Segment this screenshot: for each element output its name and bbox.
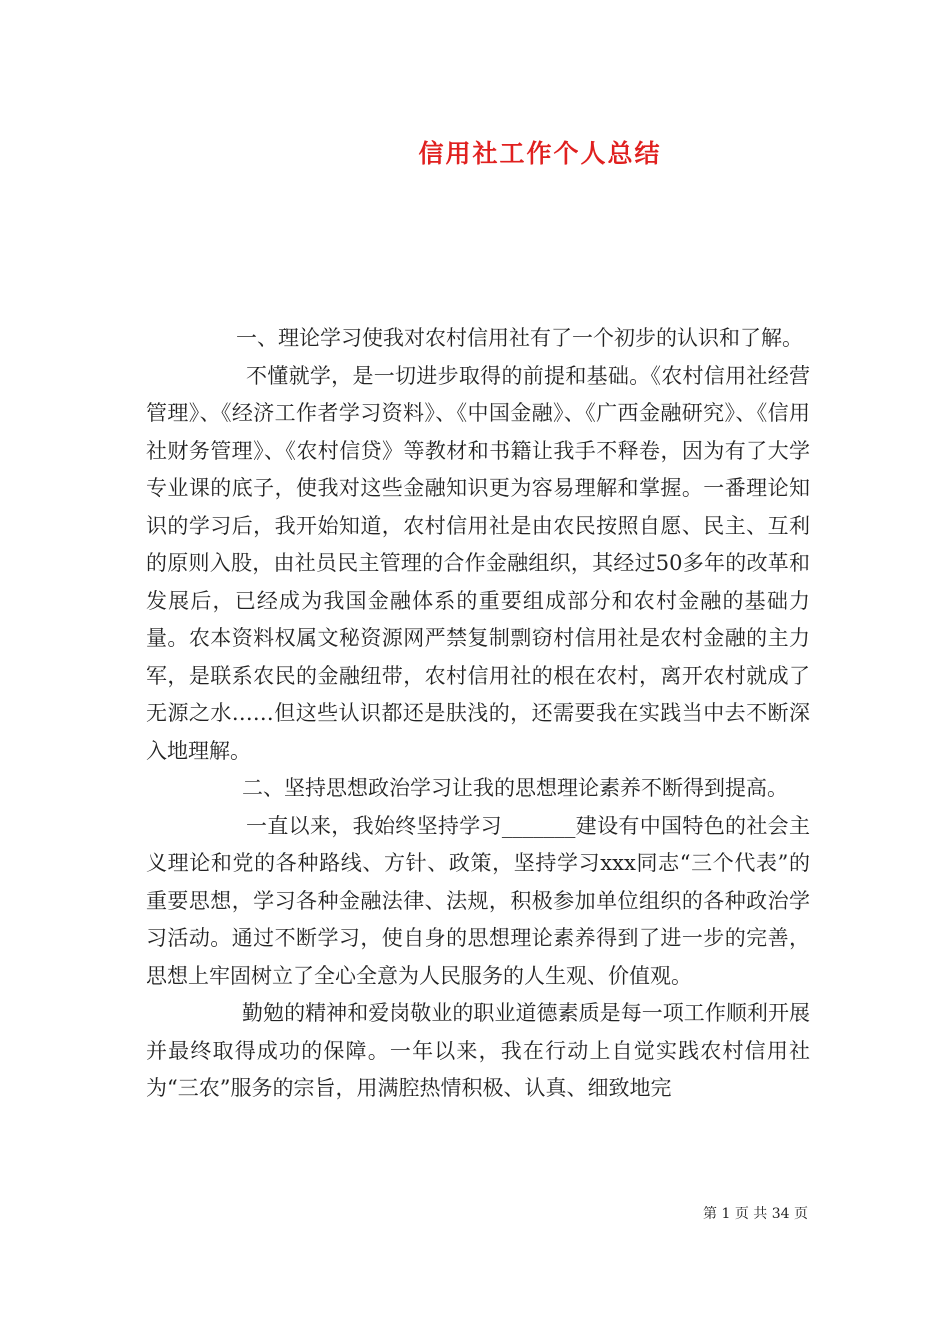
paragraph: 一直以来，我始终坚持学习_______建设有中国特色的社会主义理论和党的各种路线、方针、政策，坚持学习xxx同志“三个代表”的重要思想，学习各种金融法律、法规，积极参加单位组织的各种政治学习活动。通过不断学习，使自身的思想理论素养得到了进一步的完善，思想上牢固树立了全心全意为人民服务的人生观、价值观。 [146,813,810,988]
section-heading-1: 一、理论学习使我对农村信用社有了一个初步的认识和了解。 [236,326,803,350]
paragraph: 不懂就学，是一切进步取得的前提和基础。《农村信用社经营管理》、《经济工作者学习资料》、《中国金融》、《广西金融研究》、《信用社财务管理》、《农村信贷》等教材和书籍让我手不释卷，因为有了大学专业课的底子，使我对这些金融知识更为容易理解和掌握。一番理论知识的学习后，我开始知道，农村信用社是由农民按照自愿、民主、互利的原则入股，由社员民主管理的合作金融组织，其经过50多年的改革和发展后，已经成为我国金融体系的重要组成部分和农村金融的基础力量。农本资料权属文秘资源网严禁复制剽窃村信用社是农村金融的主力军，是联系农民的金融纽带，农村信用社的根在农村，离开农村就成了无源之水……但这些认识都还是肤浅的，还需要我在实践当中去不断深入地理解。 [146,363,810,763]
section-heading-2: 二、坚持思想政治学习让我的思想理论素养不断得到提高。 [242,776,788,800]
document-body [146,320,810,1108]
paragraph: 勤勉的精神和爱岗敬业的职业道德素质是每一项工作顺利开展并最终取得成功的保障。一年以来，我在行动上自觉实践农村信用社为“三农”服务的宗旨，用满腔热情积极、认真、细致地完 [146,1001,810,1100]
page-title: 信用社工作个人总结 [418,139,662,168]
page-footer: 第 1 页 共 34 页 [703,1206,808,1222]
